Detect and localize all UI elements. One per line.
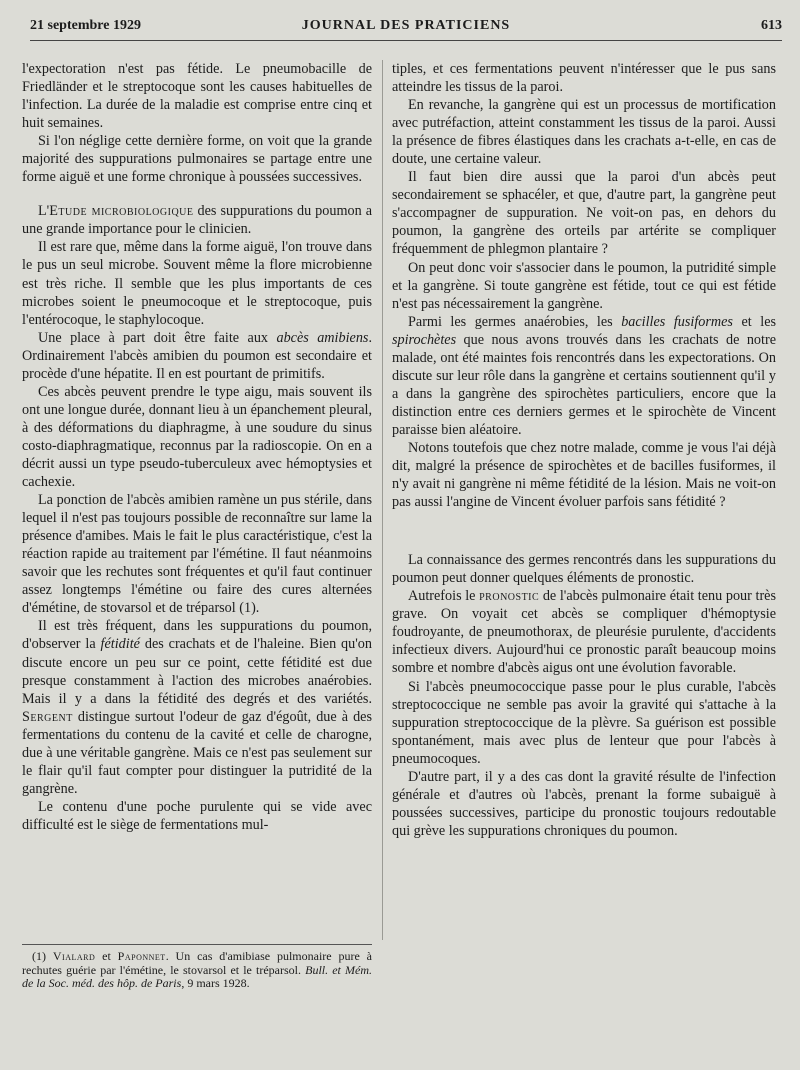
italic-term: fétidité [100, 636, 140, 653]
author-name: Paponnet [117, 949, 166, 963]
italic-term: abcès amibiens [276, 329, 369, 346]
paragraph: Notons toutefois que chez notre malade, comme je vous l'ai déjà dit, malgré la présence de spirochètes et de bacilles fusiformes, il n'y avait ni gangrène ni même fétidité de la lésion. Mais ne voit-on pas aussi l'angine de Vincent évoluer parfois sans fétidité ? [392, 439, 776, 511]
paragraph-microbiology [22, 202, 372, 238]
page-number: 613 [761, 18, 782, 33]
text-run: Autrefois le [408, 588, 480, 605]
journal-title: JOURNAL DES PRATICIENS [301, 18, 511, 33]
italic-term: bacilles fusiformes [621, 313, 733, 330]
paragraph: La connaissance des germes rencontrés dans les suppurations du poumon peut donner quelques éléments de pronostic. [392, 552, 776, 587]
paragraph: l'expectoration n'est pas fétide. Le pneumobacille de Friedländer et le streptocoque sont les causes habituelles de l'infection. La durée de la maladie est comprise entre cinq et huit semaines. [22, 61, 372, 132]
footnote-marker: (1) [32, 949, 53, 963]
text-run: distingue surtout l'odeur de gaz d'égoût, due à des fermentations du contenu de la cavité et celle de charogne, due à une véritable gangrène. Mais ce n'est pas seulement sur le flair qu'il faut compter pour distinguer la putridité de la gangrène. [22, 708, 372, 797]
text-run: Une place à part doit être faite aux [38, 329, 277, 346]
paragraph: Il faut bien dire aussi que la paroi d'un abcès peut secondairement se sphacéler, et que, d'autre part, la gangrène peut s'accompagner de suppuration. Ne voit-on pas, en dehors du poumon, la gangrène des orteils par artérite se compliquer fréquemment de phlegmon plantaire ? [392, 169, 776, 258]
paragraph: D'autre part, il y a des cas dont la gravité résulte de l'infection générale et d'autres où l'abcès, prenant la forme subaiguë à poussées successives, participe du pronostic toujours redoutable qui grève les suppurations chroniques du poumon. [392, 768, 776, 839]
paragraph: Si l'abcès pneumococcique passe pour le plus curable, l'abcès streptococcique ne semble pas avoir la gravité qui s'attache à la suppuration streptococcique de la plèvre. Sa guérison est possible spontanément, mais avec plus de lenteur que pour l'abcès à pneumocoques. [392, 678, 776, 767]
text-run: et [95, 949, 118, 963]
paragraph: Si l'on néglige cette dernière forme, on voit que la grande majorité des suppurations pulmonaires se partage entre une forme aiguë et une forme chronique à poussées successives. [22, 133, 372, 186]
paragraph: Le contenu d'une poche purulente qui se vide avec difficulté est le siège de fermentations mul- [22, 798, 372, 833]
text-run: que nous avons trouvés dans les crachats de notre malade, ont été maintes fois rencontrés dans les expectorations. On discute sur leur rôle dans la gangrène et certains soutiennent qu'il y a dans la gangrène des spirochètes particuliers, encore que la distinction entre ces derniers germes et le spirochète de Vincent paraisse bien aléatoire. [392, 331, 776, 438]
text-run: Parmi les germes anaérobies, les [408, 313, 622, 330]
footnote-rule [22, 944, 372, 945]
text-run: . Ordinairement l'abcès amibien du poumon est secondaire et procède d'une hépatite. Il en est pourtant de primitifs. [22, 329, 372, 382]
text-run: des crachats et de l'haleine. Bien qu'on discute encore un peu sur ce point, cette fétidité est due presque constamment à l'action des microbes anaérobies. Mais il y a dans la fétidité des degrés et des variétés. [22, 636, 372, 707]
column-divider [382, 60, 383, 940]
text-run: L' [38, 203, 50, 220]
text-run: et les [732, 313, 777, 330]
header-date: 21 septembre 1929 [30, 18, 141, 33]
text-run: des suppurations du poumon a une grande importance pour le clinicien. [22, 203, 372, 238]
section-lead: pronostic [479, 588, 540, 605]
right-column [392, 60, 776, 840]
footnote [22, 950, 372, 991]
paragraph-amoebic [22, 329, 372, 383]
paragraph: La ponction de l'abcès amibien ramène un pus stérile, dans lequel il n'est pas toujours possible de reconnaître sur lame la présence d'amibes. Mais le fait le plus caractéristique, c'est la réaction rapide au traitement par l'émétine. Il faut néanmoins savoir que les rechutes sont fréquentes et qu'il faut continuer assez longtemps l'émétine ou faire des cures alternées d'émétine, de stovarsol et de tréparsol (1). [22, 492, 372, 617]
footnote-text [22, 950, 372, 991]
author-name: Sergent [22, 708, 73, 725]
text-run: . Un cas d'amibiase pulmonaire pure à rechutes guérie par l'émétine, le stovarsol et le tréparsol. [22, 949, 372, 977]
text-run: de l'abcès pulmonaire était tenu pour très grave. On voyait cet abcès se compliquer d'hémoptysie foudroyante, de pneumothorax, de pleurésie purulente, d'accidents infectieux divers. Aujourd'hui ce pronostic paraît beaucoup moins sombre et nombre d'abcès aigus ont une évolution favorable. [392, 588, 776, 677]
paragraph: On peut donc voir s'associer dans le poumon, la putridité simple et la gangrène. Si toute gangrène est fétide, tout ce qui est fétide n'est pas nécessairement la gangrène. [392, 259, 776, 312]
section-lead: Etude microbiologique [49, 203, 194, 220]
paragraph-fetidity [22, 617, 372, 797]
paragraph: Il est rare que, même dans la forme aiguë, l'on trouve dans le pus un seul microbe. Souvent même la flore microbienne est très riche. Il semble que les plus importants de ces microbes soient le pneumocoque et le streptocoque, puis l'entérocoque, le staphylocoque. [22, 239, 372, 328]
italic-term: spirochètes [392, 331, 457, 348]
paragraph: En revanche, la gangrène qui est un processus de mortification avec putréfaction, atteint constamment les tissus de la paroi. Aussi la présence de fibres élastiques dans les crachats a-t-elle, en cas de doute, une certaine valeur. [392, 97, 776, 168]
paragraph-anaerobes [392, 313, 776, 439]
paragraph-prognosis [392, 587, 776, 677]
journal-citation: Bull. et Mém. de la Soc. méd. des hôp. de Paris [22, 962, 372, 991]
running-header [30, 14, 782, 41]
text-run: Il est très fréquent, dans les suppurations du poumon, d'observer la [22, 618, 372, 653]
author-name: Vialard [52, 949, 96, 963]
left-column [22, 60, 372, 834]
paragraph: tiples, et ces fermentations peuvent n'intéresser que le pus sans atteindre les tissus de la paroi. [392, 61, 776, 96]
text-run: , 9 mars 1928. [181, 976, 250, 991]
paragraph: Ces abcès peuvent prendre le type aigu, mais souvent ils ont une longue durée, donnant lieu à un épanchement pleural, à des déformations du diaphragme, à une soudure du sinus costo-diaphragmatique, reconnus par la radioscopie. On en a décrit aussi un type pseudo-tuberculeux avec hémoptysies et cachexie. [22, 383, 372, 491]
